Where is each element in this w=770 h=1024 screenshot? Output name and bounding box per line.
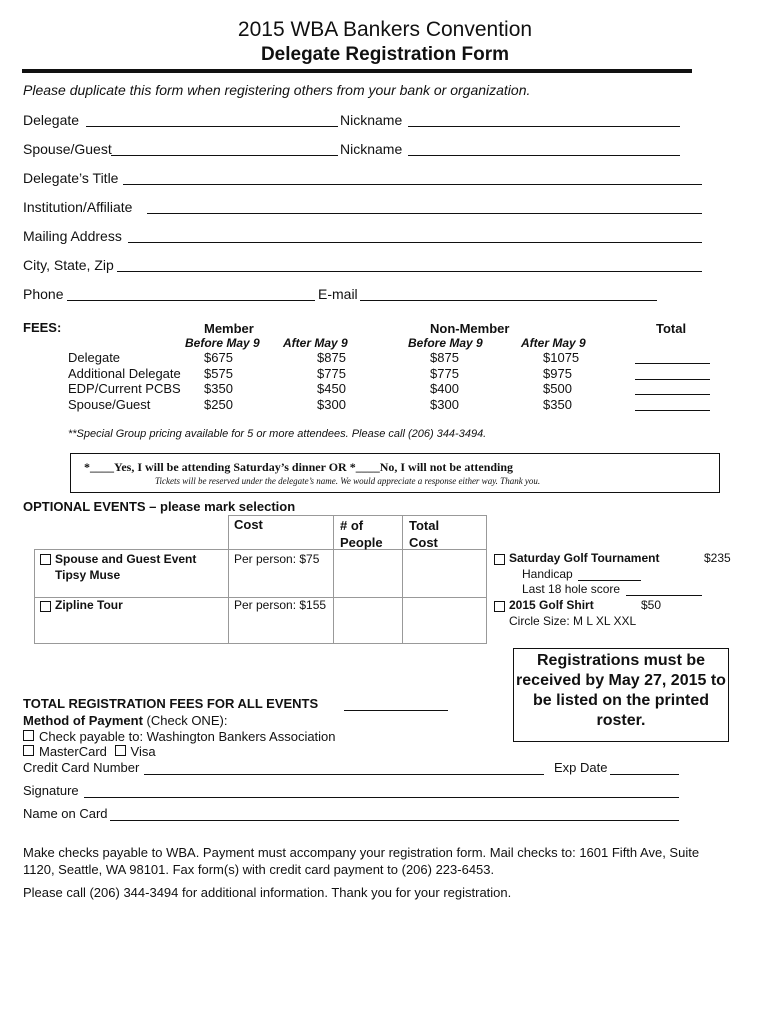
dinner-rsvp-options[interactable]: *____Yes, I will be attending Saturday’s dinner OR *____No, I will not be attending (84, 460, 514, 474)
spouse-guest-field[interactable] (111, 155, 338, 156)
fee-total-field[interactable] (635, 379, 710, 380)
delegate-nickname-label: Nickname (340, 112, 403, 128)
signature-label: Signature (23, 783, 79, 798)
event2-name: Zipline Tour (55, 598, 123, 612)
cc-number-field[interactable] (144, 774, 544, 775)
fee-member-after: $775 (317, 366, 346, 381)
nonmember-before-header: Before May 9 (408, 336, 483, 350)
visa-checkbox[interactable] (115, 745, 126, 756)
golf-price: $235 (704, 551, 731, 565)
fee-nonmember-after: $350 (543, 397, 572, 412)
spouse-guest-label: Spouse/Guest (23, 141, 112, 157)
column-people: # of People (340, 518, 383, 550)
header-rule (22, 69, 692, 73)
golf-handicap-field[interactable] (578, 580, 641, 581)
mailing-address-label: Mailing Address (23, 228, 122, 244)
fee-member-after: $875 (317, 350, 346, 365)
visa-label: Visa (130, 744, 156, 759)
fee-nonmember-before: $875 (430, 350, 459, 365)
check-option[interactable] (23, 729, 336, 744)
delegate-field[interactable] (86, 126, 338, 127)
name-on-card-label: Name on Card (23, 806, 108, 821)
fee-member-before: $250 (204, 397, 233, 412)
institution-field[interactable] (147, 213, 702, 214)
phone-label: Phone (23, 286, 64, 302)
event1-name: Spouse and Guest Event Tipsy Muse (55, 552, 197, 582)
mastercard-checkbox[interactable] (23, 745, 34, 756)
fee-member-after: $450 (317, 381, 346, 396)
payment-method-label: Method of Payment (23, 713, 143, 728)
member-before-header: Before May 9 (185, 336, 260, 350)
fee-total-field[interactable] (635, 363, 710, 364)
table-border (486, 515, 487, 644)
delegates-title-field[interactable] (123, 184, 702, 185)
spouse-nickname-label: Nickname (340, 141, 403, 157)
fee-member-before: $575 (204, 366, 233, 381)
golf-name: Saturday Golf Tournament (509, 551, 660, 565)
city-state-zip-label: City, State, Zip (23, 257, 114, 273)
delegate-label: Delegate (23, 112, 80, 128)
fee-member-before: $350 (204, 381, 233, 396)
event1-checkbox[interactable] (40, 554, 51, 565)
table-border (402, 515, 403, 644)
fee-nonmember-after: $500 (543, 381, 572, 396)
golf-score-label: Last 18 hole score (522, 582, 621, 596)
institution-label: Institution/Affiliate (23, 199, 133, 215)
golf-checkbox[interactable] (494, 554, 505, 565)
event2-checkbox[interactable] (40, 601, 51, 612)
signature-field[interactable] (84, 797, 679, 798)
delegates-title-label: Delegate’s Title (23, 170, 119, 186)
table-border (34, 643, 487, 644)
payment-method-hint: (Check ONE): (146, 713, 228, 728)
fees-label: FEES: (23, 320, 62, 335)
dinner-rsvp-note: Tickets will be reserved under the delegate’s name. We would appreciate a response either way. Thank you. (155, 476, 541, 486)
table-border (228, 515, 229, 644)
member-header: Member (204, 321, 254, 336)
cc-number-label: Credit Card Number (23, 760, 140, 775)
group-pricing-note: **Special Group pricing available for 5 or more attendees. Please call (206) 344-3494. (68, 428, 487, 440)
check-checkbox[interactable] (23, 730, 34, 741)
fee-member-after: $300 (317, 397, 346, 412)
table-border (333, 515, 334, 644)
non-member-header: Non-Member (430, 321, 510, 336)
city-state-zip-field[interactable] (117, 271, 702, 272)
exp-date-field[interactable] (610, 774, 679, 775)
column-total-cost: Total Cost (409, 518, 440, 550)
total-fees-label: TOTAL REGISTRATION FEES FOR ALL EVENTS (23, 696, 319, 711)
mailing-address-field[interactable] (128, 242, 702, 243)
intro-text: Please duplicate this form when registering others from your bank or organization. (23, 82, 531, 98)
phone-field[interactable] (67, 300, 315, 301)
check-option-label: Check payable to: Washington Bankers Association (39, 729, 336, 744)
fee-row-name: EDP/Current PCBS (68, 381, 181, 396)
delegate-nickname-field[interactable] (408, 126, 680, 127)
form-subtitle: Delegate Registration Form (260, 44, 510, 65)
fee-nonmember-before: $775 (430, 366, 459, 381)
form-title: 2015 WBA Bankers Convention (237, 18, 533, 41)
registration-deadline-notice: Registrations must be received by May 27, 2015 to be listed on the printed roster. (513, 648, 729, 742)
fee-nonmember-after: $1075 (543, 350, 580, 365)
member-after-header: After May 9 (283, 336, 348, 350)
total-header: Total (656, 321, 687, 336)
event1-cost: Per person: $75 (234, 552, 320, 566)
contact-info: Please call (206) 344-3494 for additional information. Thank you for your registration. (23, 885, 512, 900)
email-label: E-mail (318, 286, 358, 302)
fee-nonmember-before: $300 (430, 397, 459, 412)
shirt-checkbox[interactable] (494, 601, 505, 612)
fee-row-name: Spouse/Guest (68, 397, 151, 412)
spouse-nickname-field[interactable] (408, 155, 680, 156)
column-cost: Cost (234, 517, 263, 532)
nonmember-after-header: After May 9 (521, 336, 586, 350)
fee-nonmember-before: $400 (430, 381, 459, 396)
name-on-card-field[interactable] (110, 820, 679, 821)
fee-row-name: Additional Delegate (68, 366, 181, 381)
table-border (34, 549, 35, 644)
golf-score-field[interactable] (626, 595, 702, 596)
event2-cost: Per person: $155 (234, 598, 327, 612)
fee-total-field[interactable] (635, 410, 710, 411)
mailing-instructions: Make checks payable to WBA. Payment must accompany your registration form. Mail checks to: 1601 Fifth Ave, Suite 1120, Seattle, WA 98101. Fax form(s) with credit card payment to (206) 223-6453. (23, 845, 700, 877)
optional-events-heading: OPTIONAL EVENTS – please mark selection (23, 499, 296, 514)
total-fees-field[interactable] (344, 710, 448, 711)
payment-method (23, 713, 227, 728)
fee-row-name: Delegate (68, 350, 121, 365)
card-options (23, 744, 156, 759)
mastercard-label: MasterCard (39, 744, 107, 759)
shirt-name: 2015 Golf Shirt (509, 598, 594, 612)
fee-nonmember-after: $975 (543, 366, 572, 381)
exp-date-label: Exp Date (554, 760, 608, 775)
golf-handicap-label: Handicap (522, 567, 573, 581)
email-field[interactable] (360, 300, 657, 301)
fee-member-before: $675 (204, 350, 233, 365)
shirt-sizes[interactable]: Circle Size: M L XL XXL (509, 614, 637, 628)
shirt-price: $50 (641, 598, 662, 612)
table-border (228, 515, 487, 516)
fee-total-field[interactable] (635, 394, 710, 395)
